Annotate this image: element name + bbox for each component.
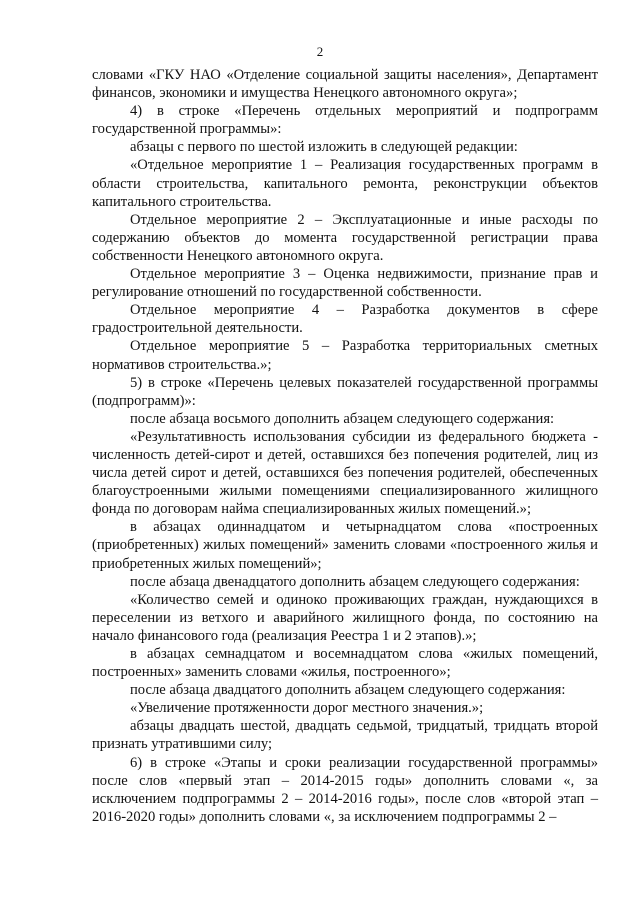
paragraph: 5) в строке «Перечень целевых показателей государственной программы (подпрограмм)»: — [92, 374, 598, 409]
paragraph: «Увеличение протяженности дорог местного значения.»; — [130, 700, 484, 717]
paragraph: после абзаца восьмого дополнить абзацем следующего содержания: — [130, 410, 555, 427]
paragraph: 4) в строке «Перечень отдельных мероприятий и подпрограмм государственной программы»: — [92, 103, 598, 138]
paragraph: после абзаца двенадцатого дополнить абзацем следующего содержания: — [130, 573, 580, 590]
paragraph: «Результативность использования субсидии из федерального бюджета - численность детей-сирот и детей, оставшихся без попечения родителей, лиц из числа детей сирот и детей, оставшихся без попечения родителей, обеспеченных благоустроенными жилыми помещениями специализированного жилищного фонда по договорам найма специализированных жилых помещений.»; — [92, 428, 598, 518]
paragraph: после абзаца двадцатого дополнить абзацем следующего содержания: — [130, 682, 566, 699]
paragraph: абзацы с первого по шестой изложить в следующей редакции: — [130, 139, 518, 156]
document-body — [92, 66, 598, 826]
paragraph: словами «ГКУ НАО «Отделение социальной защиты населения», Департамент финансов, экономики и имущества Ненецкого автономного округа»; — [92, 67, 598, 102]
paragraph: в абзацах одиннадцатом и четырнадцатом слова «построенных (приобретенных) жилых помещений» заменить словами «построенного жилья и приобретенных жилых помещений»; — [92, 519, 598, 572]
paragraph: Отдельное мероприятие 5 – Разработка территориальных сметных нормативов строительства.»; — [92, 338, 598, 373]
paragraph: Отдельное мероприятие 4 – Разработка документов в сфере градостроительной деятельности. — [92, 302, 598, 337]
paragraph: Отдельное мероприятие 2 – Эксплуатационные и иные расходы по содержанию объектов до момента государственной регистрации права собственности Ненецкого автономного округа. — [92, 211, 598, 264]
paragraph: 6) в строке «Этапы и сроки реализации государственной программы» после слов «первый этап – 2014-2015 годы» дополнить словами «, за исключением подпрограммы 2 – 2014-2016 годы», после слов «второй этап – 2016-2020 годы» дополнить словами «, за исключением подпрограммы 2 – — [92, 754, 598, 825]
paragraph: «Количество семей и одиноко проживающих граждан, нуждающихся в переселении из ветхого и аварийного жилищного фонда, по состоянию на начало финансового года (реализация Реестра 1 и 2 этапов).»; — [92, 591, 598, 644]
paragraph: «Отдельное мероприятие 1 – Реализация государственных программ в области строительства, капитального ремонта, реконструкции объектов капитального строительства. — [92, 157, 598, 210]
paragraph: абзацы двадцать шестой, двадцать седьмой, тридцатый, тридцать второй признать утратившими силу; — [92, 718, 598, 753]
page-number: 2 — [316, 44, 324, 59]
paragraph: Отдельное мероприятие 3 – Оценка недвижимости, признание прав и регулирование отношений по государственной собственности. — [92, 266, 598, 301]
paragraph: в абзацах семнадцатом и восемнадцатом слова «жилых помещений, построенных» заменить словами «жилья, построенного»; — [92, 646, 598, 681]
